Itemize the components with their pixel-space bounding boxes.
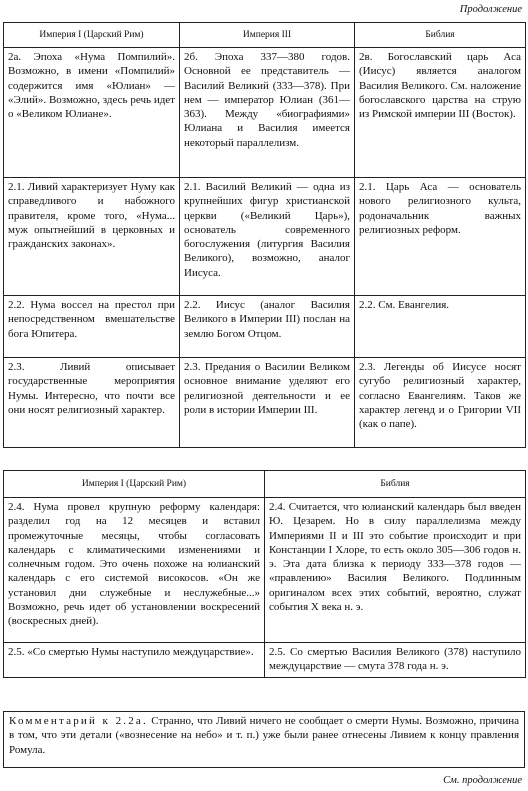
table-row (4, 48, 526, 178)
table-row (4, 643, 526, 678)
table-header-row (4, 471, 526, 498)
comparison-table-2 (3, 470, 526, 678)
table-cell: 2.1. Василий Великий — одна из крупнейших фигур христианской церкви («Великий Царь»), основатель современного богослужения (литургия Василия Великого), возможно, аналог Иисуса. (180, 178, 355, 296)
column-header: Империя III (180, 23, 355, 48)
table-cell: 2.3. Предания о Василии Великом основное внимание уделяют его религиозной деятельности и ее роли в истории Империи III. (180, 358, 355, 448)
comparison-table-1 (3, 22, 526, 448)
commentary-block (3, 711, 525, 768)
table-row (4, 178, 526, 296)
table-cell: 2.5. «Со смертью Нумы наступило междуцарствие». (4, 643, 265, 678)
table-cell: 2.3. Ливий описывает государственные мероприятия Нумы. Интересно, что почти все они носят религиозный характер. (4, 358, 180, 448)
table-cell: 2.2. Нума воссел на престол при непосредственном вмешательстве бога Юпитера. (4, 296, 180, 358)
table-header-row (4, 23, 526, 48)
column-header: Библия (265, 471, 526, 498)
see-continuation-note: См. продолжение (443, 775, 522, 786)
column-header: Библия (355, 23, 526, 48)
table-cell: 2а. Эпоха «Нума Помпилий». Возможно, в имени «Помпилий» содержится имя «Юлиан» — «Элий». Возможно, здесь речь идет о «Великом Юлиане». (4, 48, 180, 178)
commentary-text: Странно, что Ливий ничего не сообщает о смерти Нумы. Возможно, причина в том, что эти детали («вознесение на небо» и т. п.) уже были ранее отнесены Ливием к концу правления Ромула. (9, 715, 519, 756)
table-cell: 2.4. Нума провел крупную реформу календаря: разделил год на 12 месяцев и вставил промежуточные месяцы, чтобы согласовать календарь с климатическими изменениями и солнечным годом. Это очень похоже на юлианский календарь с его системой високосов. «Он же установил дни служебные и неслужебные...» Возможно, речь идет об установлении воскресений (воскресных дней). (4, 498, 265, 643)
commentary-label: Комментарий к 2.2а. (9, 715, 148, 727)
table-cell: 2.5. Со смертью Василия Великого (378) наступило междуцарствие — смута 378 года н. э. (265, 643, 526, 678)
table-cell: 2.1. Ливий характеризует Нуму как справедливого и набожного правителя, кроме того, «Нума... муж опытнейший в церковных и гражданских законах». (4, 178, 180, 296)
table-cell: 2б. Эпоха 337—380 годов. Основной ее представитель — Василий Великий (333—378). При нем — император Юлиан (361—363). Между «биографиями» Юлиана и Василия имеется некоторый параллелизм. (180, 48, 355, 178)
table-cell: 2в. Богославский царь Аса (Иисус) является аналогом Василия Великого. См. наложение богославского царства на струю из Римской империи III (Восток). (355, 48, 526, 178)
column-header: Империя I (Царский Рим) (4, 23, 180, 48)
table-cell: 2.2. См. Евангелия. (355, 296, 526, 358)
table-cell: 2.1. Царь Аса — основатель нового религиозного культа, родоначальник важных религиозных реформ. (355, 178, 526, 296)
table-row (4, 296, 526, 358)
table-cell: 2.3. Легенды об Иисусе носят сугубо религиозный характер, согласно Евангелиям. Таков же характер легенд и о Григории VII (как о папе). (355, 358, 526, 448)
continuation-note: Продолжение (459, 4, 522, 15)
table-cell: 2.2. Иисус (аналог Василия Великого в Империи III) послан на землю Богом Отцом. (180, 296, 355, 358)
table-row (4, 358, 526, 448)
column-header: Империя I (Царский Рим) (4, 471, 265, 498)
table-cell: 2.4. Считается, что юлианский календарь был введен Ю. Цезарем. Но в силу параллелизма между Империями II и III это событие происходит и при Констанции I Хлоре, то есть около 305—306 годов н. э. Эта дата близка к периоду 333—378 годов — «правлению» Василия Великого. Подлинным оригиналом всех этих событий, вероятно, служат события X века н. э. (265, 498, 526, 643)
table-row (4, 498, 526, 643)
